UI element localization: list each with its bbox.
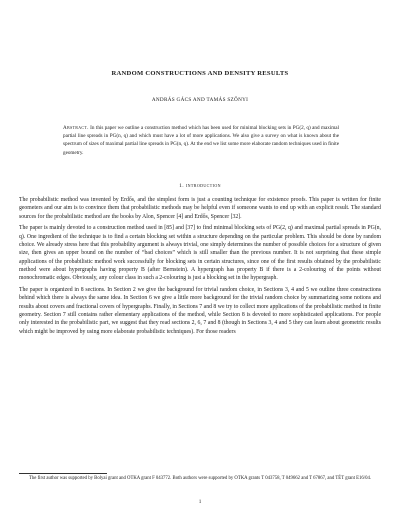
body-text (19, 196, 381, 340)
paragraph: The paper is organized in 8 sections. In Section 2 we give the background for trivial random choice, in Sections 3, 4 and 5 we outline three constructions behind which there is always the same idea. In Section 6 we give a little more background for the trivial random choice by summarizing some notions and results about covers and fractional covers of hypergraphs. Finally, in Sections 7 and 8 we try to collect more applications of the probabilistic method in finite geometry. Section 7 still contains rather elementary applications of the method, while Section 8 is devoted to more sophisticated applications. For people only interested in the probabilistic part, we suggest that they read sections 2, 6, 7 and 8 (though in Sections 3, 4 and 5 they can learn about geometric results which might be improved by using more elaborate probabilistic techniques). For those readers (19, 287, 381, 335)
page-number: 1 (198, 499, 202, 505)
paper-authors: ANDRÁS GÁCS AND TAMÁS SZŐNYI (151, 97, 249, 103)
abstract-label: Abstract. (63, 125, 89, 131)
abstract (63, 124, 339, 157)
paper-title: RANDOM CONSTRUCTIONS AND DENSITY RESULTS (111, 70, 289, 77)
footnote-rule (19, 473, 107, 474)
abstract-text: In this paper we outline a construction method which has been used for minimal blocking sets in PG(2, q) and maximal partial line spreads in PG(n, q) and which must have a lot of more applications. We also give a survey on what is known about the spectrum of sizes of maximal partial line spreads in PG(n, q). At the end we list some more elaborate random techniques used in finite geometry. (63, 125, 339, 156)
paragraph: The probabilistic method was invented by Erdős, and the simplest form is just a counting technique for existence proofs. This paper is written for finite geometers and our aim is to convince them that probabilistic methods may be helpful even if someone wants to end up with an explicit result. The standard sources for the probabilistic method are the books by Alon, Spencer [4] and Erdős, Spencer [32]. (19, 197, 381, 220)
section-heading: 1. introduction (179, 183, 221, 189)
footnote: The first author was supported by Bolyai grant and OTKA grant F 043772. Both authors were supported by OTKA grants T 043758, T 049662 and T 67867, and TÉT grant E16/04. (29, 476, 372, 481)
paragraph: The paper is mainly devoted to a construction method used in [85] and [37] to find minimal blocking sets of PG(2, q) and maximal partial spreads in PG(n, q). One ingredient of the technique is to find a certain blocking set within a structure depending on the particular problem. This should be done by random choice. We already stress here that this probability argument is always trivial, one simply determines the number of possible choices for a structure of given size, then gives an upper bound on the number of “bad choices” which is still smaller than the previous number. It is not surprising that these simple applications of the probabilistic method work successfully for blocking sets in certain structures, since one of the first results obtained by the probabilistic method were about hypergraphs having property B (after Bernstein). A hypergraph has property B if there is a 2-colouring of the points without monochromatic edges. Obviously, any colour class in such a 2-colouring is just a blocking set in the hypergraph. (19, 225, 381, 282)
